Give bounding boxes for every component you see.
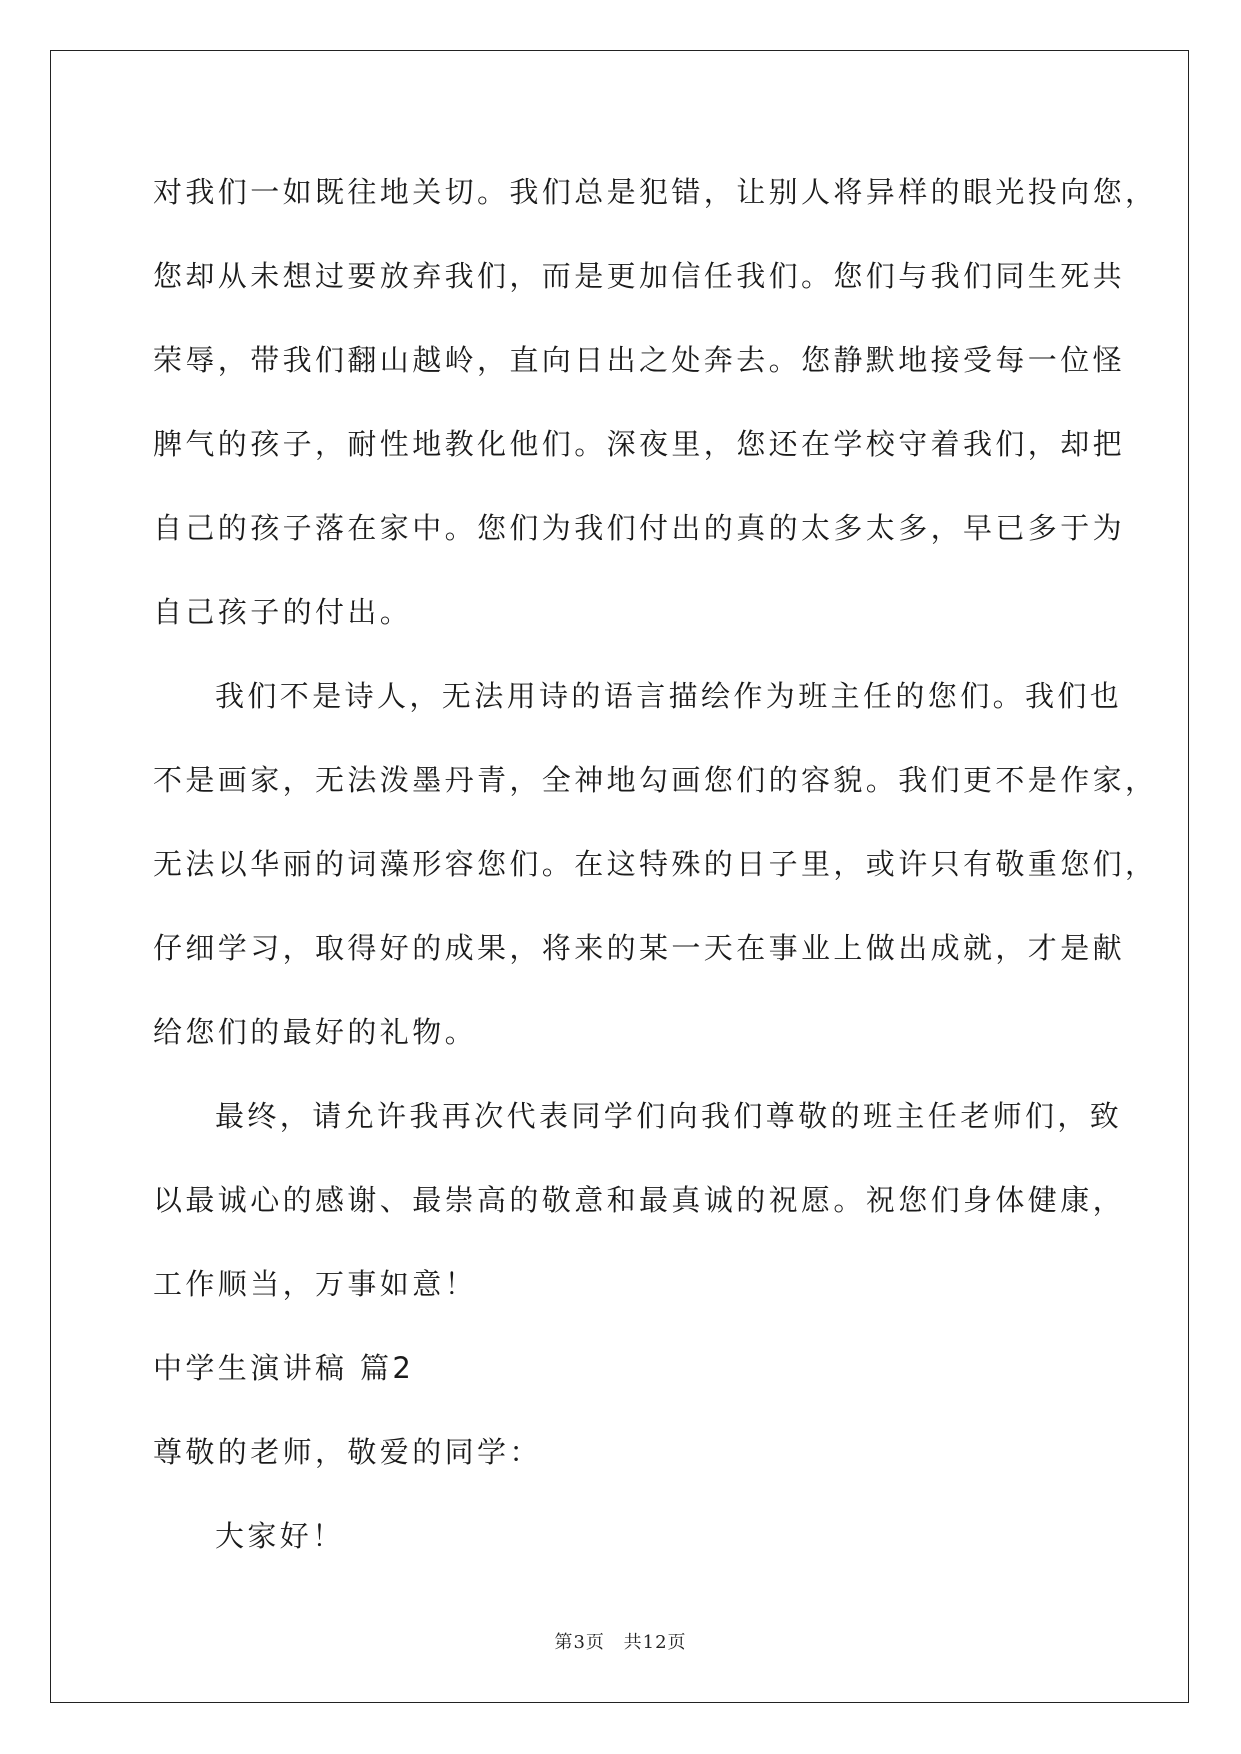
document-body	[153, 150, 1158, 1578]
text-line: 无法以华丽的词藻形容您们。在这特殊的日子里，或许只有敬重您们，	[153, 847, 1158, 881]
paragraph-start-line: 我们不是诗人，无法用诗的语言描绘作为班主任的您们。我们也	[215, 679, 1123, 713]
page-footer	[0, 1628, 1241, 1654]
text-line: 荣辱，带我们翻山越岭，直向日出之处奔去。您静默地接受每一位怪	[153, 343, 1126, 377]
text-line: 不是画家，无法泼墨丹青，全神地勾画您们的容貌。我们更不是作家，	[153, 763, 1158, 797]
text-line: 给您们的最好的礼物。	[153, 1015, 478, 1049]
salutation: 尊敬的老师，敬爱的同学：	[153, 1435, 542, 1469]
text-line: 对我们一如既往地关切。我们总是犯错，让别人将异样的眼光投向您，	[153, 175, 1158, 209]
text-line: 您却从未想过要放弃我们，而是更加信任我们。您们与我们同生死共	[153, 259, 1126, 293]
total-pages: 共12页	[623, 1632, 687, 1653]
section-heading: 中学生演讲稿 篇2	[153, 1351, 415, 1385]
text-line: 以最诚心的感谢、最崇高的敬意和最真诚的祝愿。祝您们身体健康，	[153, 1183, 1126, 1217]
text-line: 脾气的孩子，耐性地教化他们。深夜里，您还在学校守着我们，却把	[153, 427, 1126, 461]
page-number: 第3页	[554, 1632, 605, 1653]
text-line: 自己孩子的付出。	[153, 595, 413, 629]
text-line: 自己的孩子落在家中。您们为我们付出的真的太多太多，早已多于为	[153, 511, 1126, 545]
paragraph-start-line: 最终，请允许我再次代表同学们向我们尊敬的班主任老师们，致	[215, 1099, 1123, 1133]
text-line: 仔细学习，取得好的成果，将来的某一天在事业上做出成就，才是献	[153, 931, 1126, 965]
greeting: 大家好！	[215, 1519, 345, 1553]
text-line: 工作顺当，万事如意！	[153, 1267, 478, 1301]
